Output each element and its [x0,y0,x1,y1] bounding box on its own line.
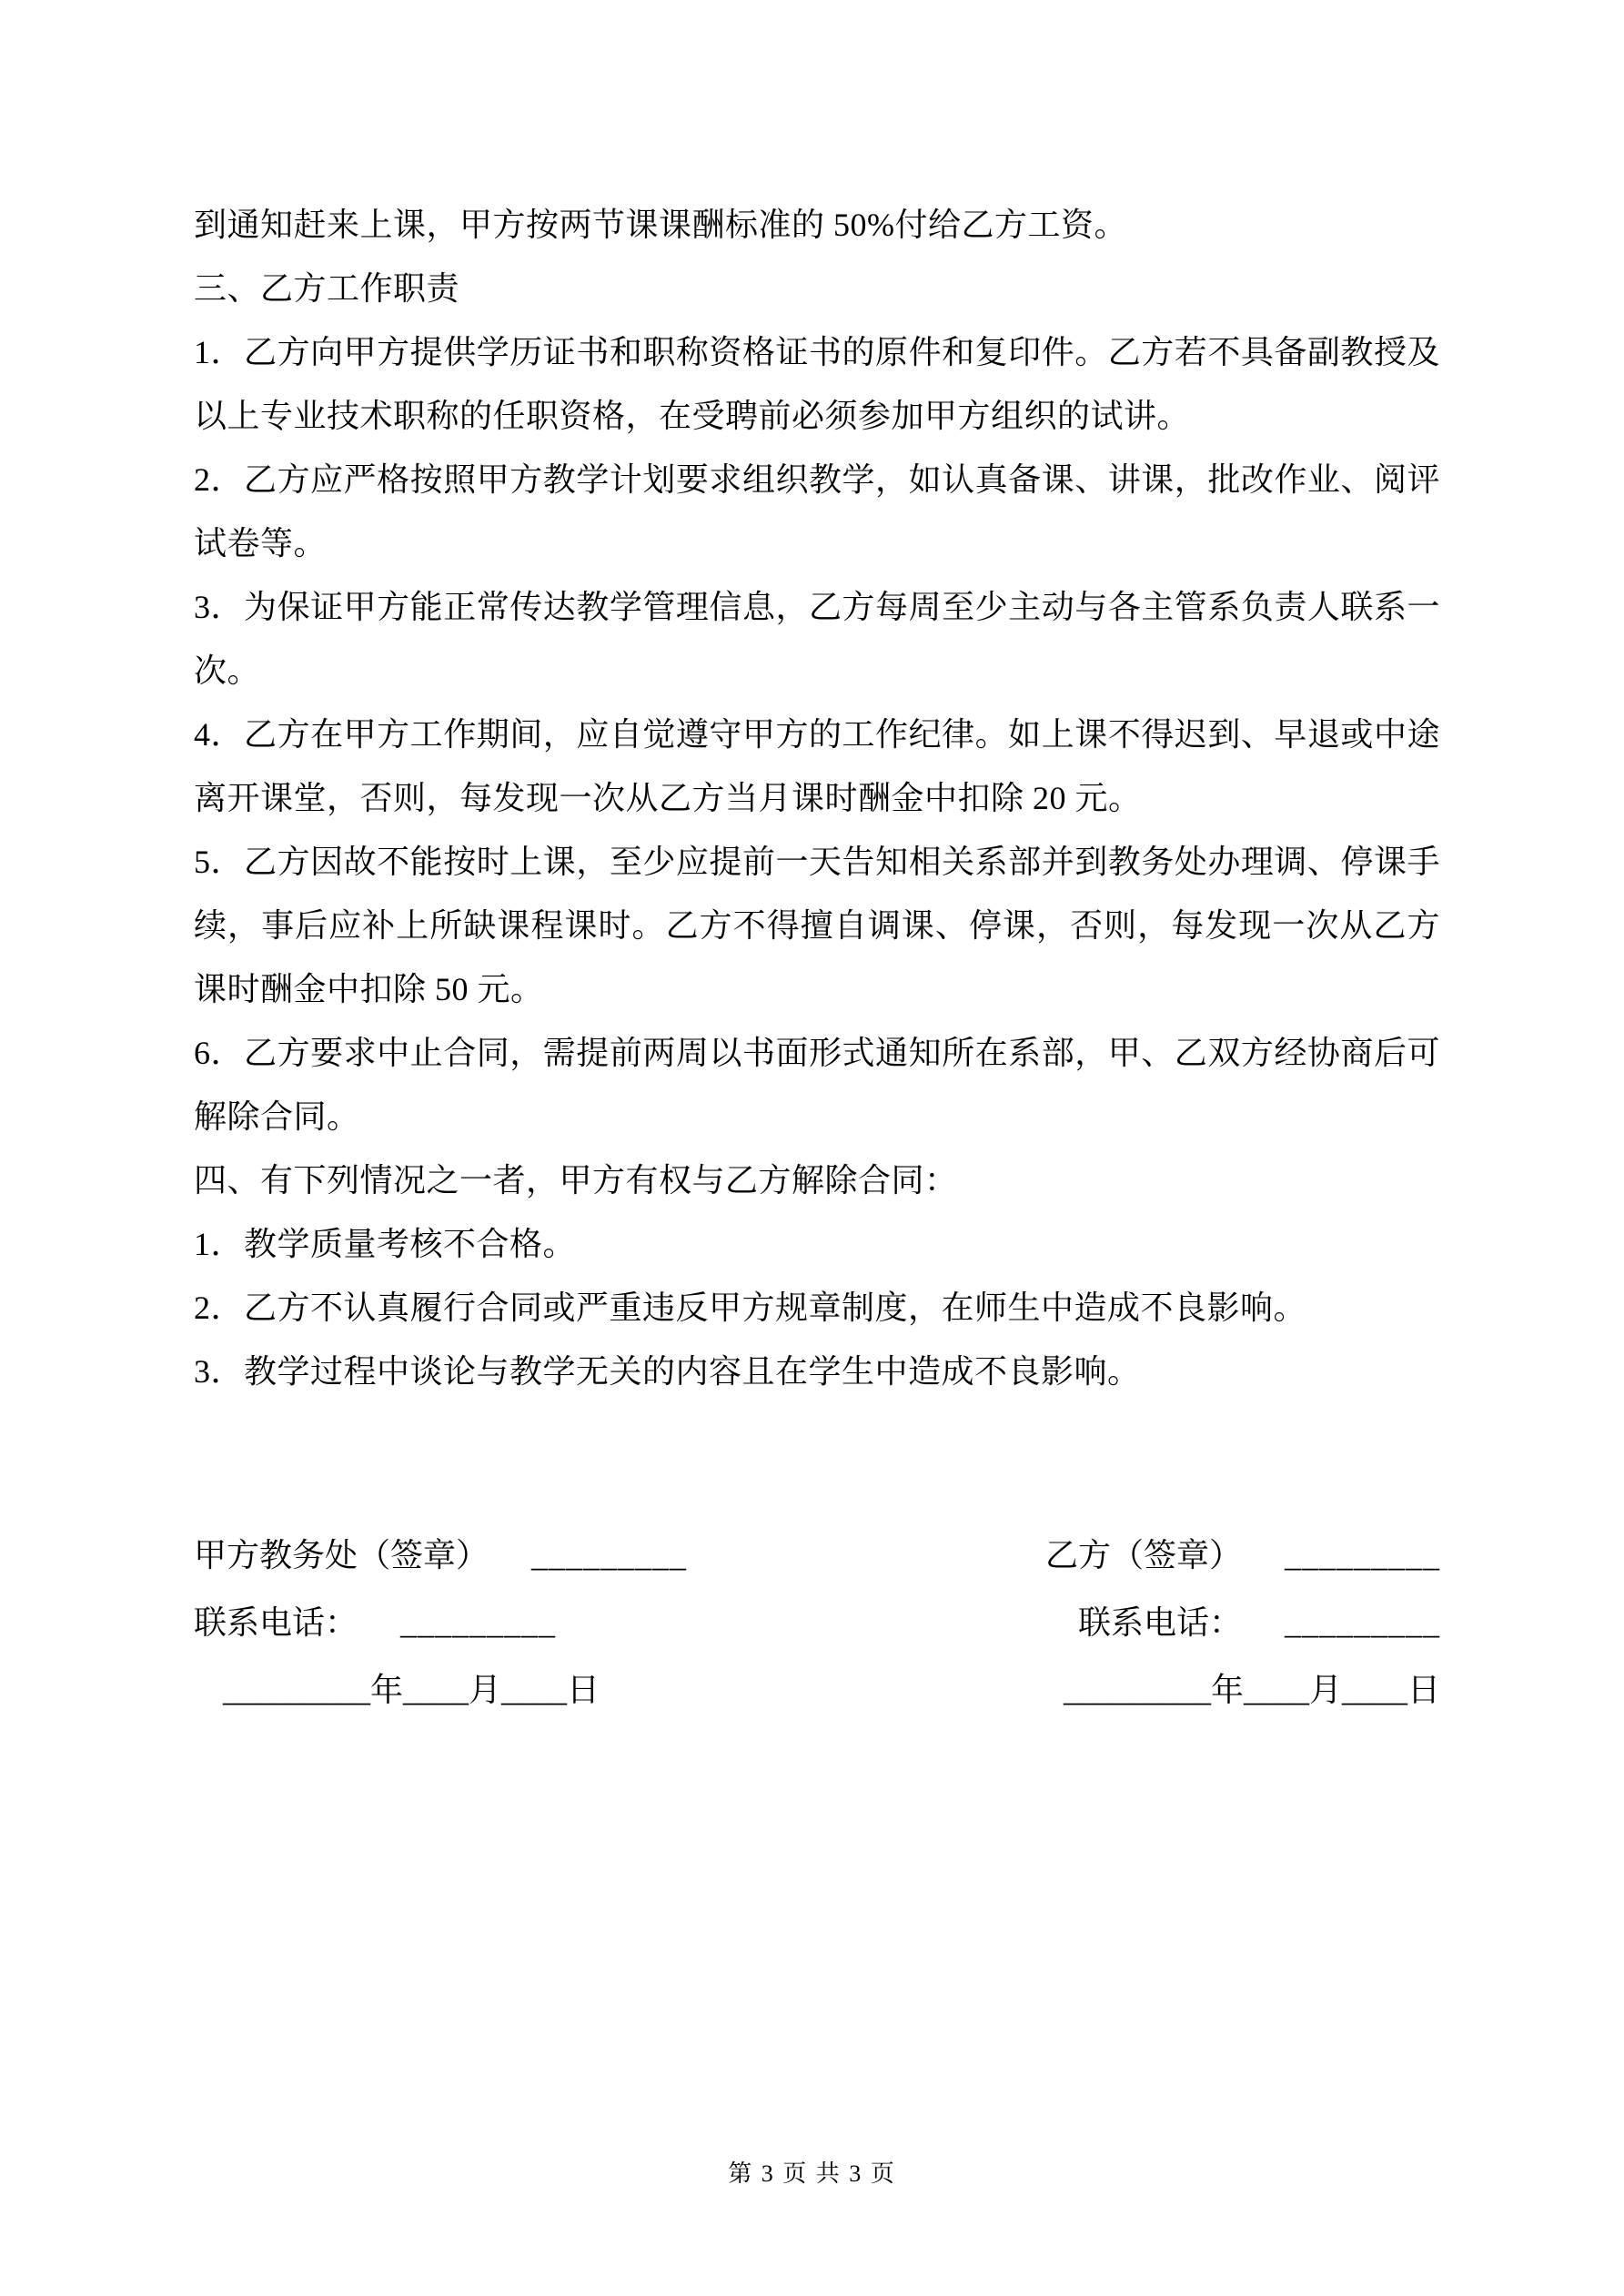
section-heading-4: 四、有下列情况之一者，甲方有权与乙方解除合同： [194,1162,958,1199]
party-b-sign-label: 乙方（签章） [1044,1537,1242,1573]
paragraph-continuation: 到通知赶来上课，甲方按两节课课酬标准的 50%付给乙方工资。 [194,207,1127,243]
party-a-phone-blank: _________ [400,1604,557,1641]
signature-block [194,1522,1440,1724]
clause-item: 3．为保证甲方能正常传达教学管理信息，乙方每周至少主动与各主管系负责人联系一次。 [194,589,1440,689]
party-b-phone-label: 联系电话： [1077,1604,1242,1641]
signature-row-dates [194,1656,1440,1724]
party-a-sign-cell [194,1522,687,1589]
section-heading-3: 三、乙方工作职责 [194,270,460,307]
clause-item: 4．乙方在甲方工作期间，应自觉遵守甲方的工作纪律。如上课不得迟到、早退或中途离开课堂，否则，每发现一次从乙方当月课时酬金中扣除 20 元。 [194,716,1440,816]
party-a-phone-cell [194,1589,556,1656]
clause-item: 2．乙方不认真履行合同或严重违反甲方规章制度，在师生中造成不良影响。 [194,1290,1307,1326]
party-b-sign-blank: _________ [1285,1537,1440,1573]
clause-item: 1．教学质量考核不合格。 [194,1226,577,1262]
clause-item: 1．乙方向甲方提供学历证书和职称资格证书的原件和复印件。乙方若不具备副教授及以上专业技术职称的任职资格，在受聘前必须参加甲方组织的试讲。 [194,334,1440,434]
party-a-date-line: _________年____月____日 [223,1672,600,1708]
party-b-phone-blank: _________ [1285,1604,1440,1641]
party-b-phone-cell [1049,1589,1440,1656]
party-b-sign-cell [1045,1522,1440,1589]
page-number-footer: 第 3 页 共 3 页 [728,2160,896,2187]
signature-row-titles [194,1522,1440,1589]
clause-item: 6．乙方要求中止合同，需提前两周以书面形式通知所在系部，甲、乙双方经协商后可解除合同。 [194,1035,1440,1135]
party-b-date-line: _________年____月____日 [1064,1672,1440,1708]
document-body [194,193,1440,1403]
clause-item: 5．乙方因故不能按时上课，至少应提前一天告知相关系部并到教务处办理调、停课手续，事后应补上所缺课程课时。乙方不得擅自调课、停课，否则，每发现一次从乙方课时酬金中扣除 50 元。 [194,844,1440,1007]
party-a-sign-blank: _________ [531,1537,688,1573]
clause-item: 3．教学过程中谈论与教学无关的内容且在学生中造成不良影响。 [194,1353,1141,1390]
party-a-sign-label: 甲方教务处（签章） [194,1537,489,1573]
signature-row-phones [194,1589,1440,1656]
clause-item: 2．乙方应严格按照甲方教学计划要求组织教学，如认真备课、讲课，批改作业、阅评试卷等。 [194,461,1440,561]
party-a-phone-label: 联系电话： [194,1604,358,1641]
